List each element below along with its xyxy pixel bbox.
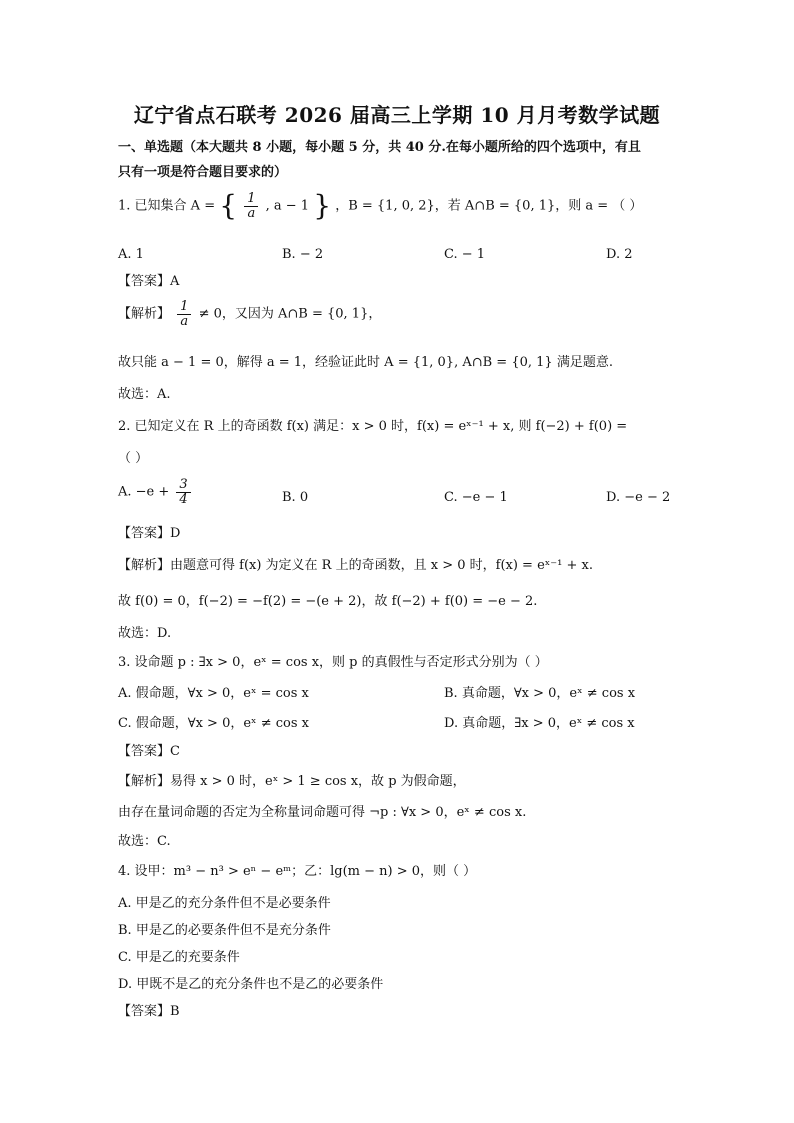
q4-option-c: C. 甲是乙的充要条件 [118,950,240,965]
q1-frac-den: a [247,205,256,221]
q4-option-d: D. 甲既不是乙的充分条件也不是乙的必要条件 [118,977,384,992]
q3-option-d: D. 真命题，∃x > 0，eˣ ≠ cos x [444,716,635,731]
question-2-stem-line-2: （ ） [118,451,149,466]
q1-stem-suffix: ，B = {1, 0, 2}，若 A∩B = {0, 1}，则 a = （ ） [335,198,643,214]
q2-explanation-line-1: 【解析】由题意可得 f(x) 为定义在 R 上的奇函数，且 x > 0 时，f(x) = eˣ⁻¹ + x. [118,558,593,573]
q2-optA-frac-den: 4 [179,491,188,507]
q1-explanation-line-1 [118,300,381,328]
q1-option-d: D. 2 [606,247,633,262]
q2-option-b: B. 0 [282,490,309,505]
q3-explanation-line-1: 【解析】易得 x > 0 时，eˣ > 1 ≥ cos x，故 p 为假命题， [118,774,466,789]
q1-option-c: C. − 1 [444,247,486,262]
q1-fraction [244,192,258,220]
q4-option-a: A. 甲是乙的充分条件但不是必要条件 [118,896,331,911]
q1-option-a: A. 1 [118,247,144,262]
question-1-stem [118,189,643,223]
q1-explanation-line-3: 故选：A. [118,387,171,402]
q3-option-b: B. 真命题，∀x > 0，eˣ ≠ cos x [444,686,636,701]
q1-exp-frac-num: 1 [177,300,191,315]
q1-option-b: B. − 2 [282,247,324,262]
q1-explanation-line-2: 故只能 a − 1 = 0，解得 a = 1，经验证此时 A = {1, 0}, A∩B = {0, 1} 满足题意. [118,355,613,370]
section-heading-line-2: 只有一项是符合题目要求的） [118,165,288,180]
q2-option-a-prefix: A. −e + [118,484,170,500]
q2-option-a-fraction [176,478,190,506]
q3-answer: 【答案】C [118,744,180,759]
q1-answer: 【答案】A [118,274,180,289]
q1-set-rest: , a − 1 [265,198,310,214]
question-2-stem: 2. 已知定义在 R 上的奇函数 f(x) 满足：x > 0 时，f(x) = eˣ⁻¹ + x, 则 f(−2) + f(0) = [118,419,628,434]
q3-option-a: A. 假命题，∀x > 0，eˣ = cos x [118,686,309,701]
question-4-stem: 4. 设甲：m³ − n³ > eⁿ − eᵐ；乙：lg(m − n) > 0，则（ ） [118,864,477,879]
q2-explanation-line-2: 故 f(0) = 0，f(−2) = −f(2) = −(e + 2)，故 f(−2) + f(0) = −e − 2. [118,594,538,609]
q1-explanation-label: 【解析】 [118,306,171,322]
q3-explanation-line-2: 由存在量词命题的否定为全称量词命题可得 ¬p : ∀x > 0，eˣ ≠ cos x. [118,805,527,820]
q1-explanation-rest: ≠ 0，又因为 A∩B = {0, 1}， [198,306,382,322]
q2-option-c: C. −e − 1 [444,490,508,505]
q1-frac-num: 1 [244,192,258,207]
q1-close-brace: } [313,189,332,223]
q3-explanation-line-3: 故选：C. [118,834,171,849]
section-heading-line-1: 一、单选题（本大题共 8 小题，每小题 5 分，共 40 分.在每小题所给的四个选项中，有且 [118,140,641,155]
question-3-stem: 3. 设命题 p : ∃x > 0，eˣ = cos x，则 p 的真假性与否定形式分别为（ ） [118,655,548,670]
q2-optA-frac-num: 3 [176,478,190,493]
q1-exp-frac-den: a [180,313,189,329]
q1-open-brace: { [219,189,238,223]
q2-option-d: D. −e − 2 [606,490,671,505]
q3-option-c: C. 假命题，∀x > 0，eˣ ≠ cos x [118,716,309,731]
q2-option-a [118,478,194,506]
q2-explanation-line-3: 故选：D. [118,626,172,641]
q2-answer: 【答案】D [118,526,181,541]
q1-explanation-fraction [177,300,191,328]
q1-stem-prefix: 1. 已知集合 A = [118,198,216,214]
page-title: 辽宁省点石联考 2026 届高三上学期 10 月月考数学试题 [133,103,661,127]
q4-answer: 【答案】B [118,1004,180,1019]
q4-option-b: B. 甲是乙的必要条件但不是充分条件 [118,923,331,938]
